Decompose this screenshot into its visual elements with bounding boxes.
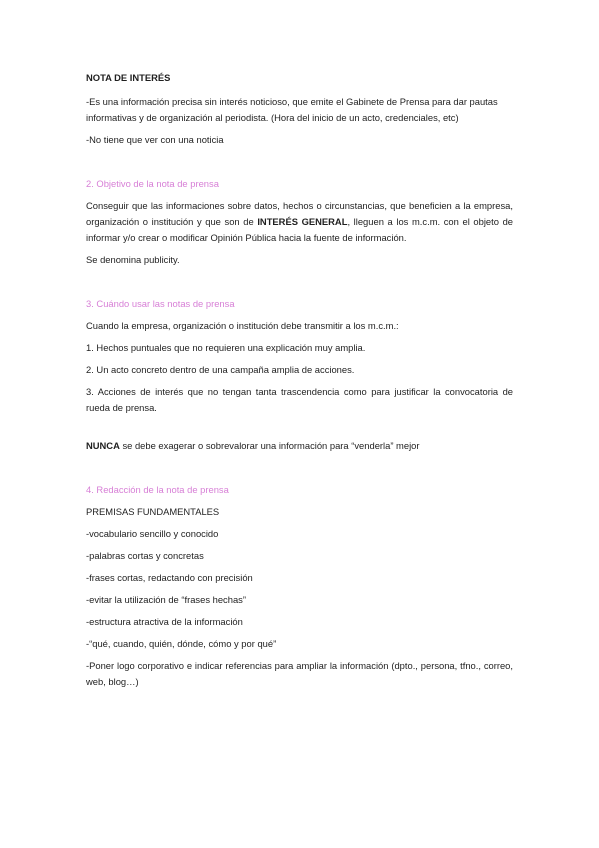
premise-item: -palabras cortas y concretas [86,550,204,561]
section-4-subheading: PREMISAS FUNDAMENTALES [86,506,220,517]
intro-paragraph-1: -Es una información precisa sin interés noticioso, que emite el Gabinete de Prensa para dar pautas informativas y de organización al periodista. (Hora del inicio de un acto, credenciales, etc) [86,96,498,123]
section-3-item: 1. Hechos puntuales que no requieren una explicación muy amplia. [86,342,366,353]
interes-general-bold: INTERÉS GENERAL [257,216,348,227]
premise-item: -Poner logo corporativo e indicar referencias para ampliar la información (dpto., persona, tfno., correo, web, blog…) [86,660,513,687]
premise-item: -“qué, cuando, quién, dónde, cómo y por qué” [86,638,277,649]
section-3-item: 2. Un acto concreto dentro de una campaña amplia de acciones. [86,364,355,375]
section-2-text-end: , lleguen a los m.c.m. con el objeto de informar y/o crear o modificar Opinión Pública hacia la fuente de información. [86,216,513,243]
warning-text: se debe exagerar o sobrevalorar una información para “venderla” mejor [119,440,420,451]
premise-item: -vocabulario sencillo y conocido [86,528,219,539]
section-3-warning [86,438,513,454]
section-3-heading: 3. Cuándo usar las notas de prensa [86,298,235,309]
section-2-paragraph-2: Se denomina publicity. [86,254,180,265]
section-4-heading: 4. Redacción de la nota de prensa [86,484,229,495]
section-2-paragraph-1 [86,198,513,246]
premise-item: -evitar la utilización de “frases hechas” [86,594,246,605]
section-2-heading: 2. Objetivo de la nota de prensa [86,178,219,189]
section-3-intro: Cuando la empresa, organización o institución debe transmitir a los m.c.m.: [86,320,399,331]
section-3-item: 3. Acciones de interés que no tengan tanta trascendencia como para justificar la convocatoria de rueda de prensa. [86,386,513,413]
nunca-bold: NUNCA [86,440,120,451]
premise-item: -frases cortas, redactando con precisión [86,572,253,583]
document-title: NOTA DE INTERÉS [86,72,171,83]
section-2-text-start: Conseguir que las informaciones sobre datos, hechos o circunstancias, que beneficien a la empresa, organización o institución y que son de [86,200,513,227]
premise-item: -estructura atractiva de la información [86,616,243,627]
intro-paragraph-2: -No tiene que ver con una noticia [86,134,224,145]
